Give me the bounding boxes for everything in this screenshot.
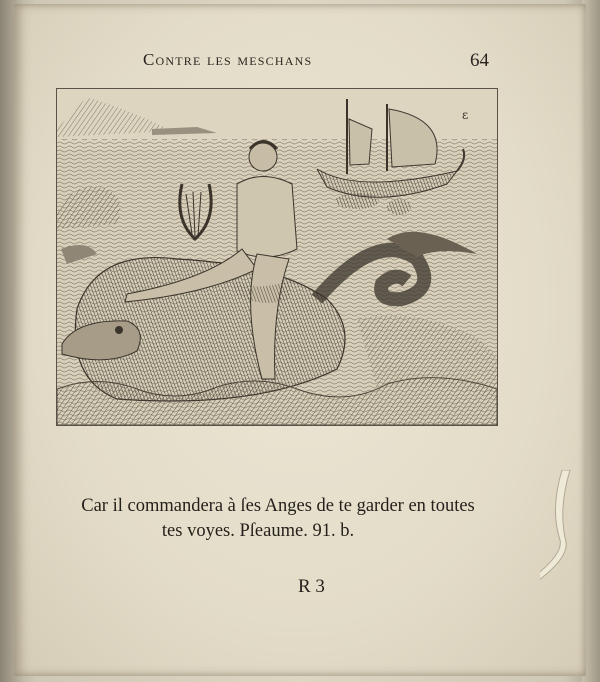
caption [68, 494, 488, 544]
signature-mark: R 3 [298, 576, 325, 597]
paper-tab [540, 470, 580, 610]
engraving-illustration [56, 88, 498, 426]
dolphin [387, 199, 411, 215]
page-number: 64 [470, 50, 489, 71]
running-head: Contre les meschans [143, 50, 313, 69]
caption-line-2: tes voyes. Pſeaume. 91. b. [161, 521, 355, 541]
caption-line-1: Car il commandera à ſes Anges de te garder en toutes [81, 496, 475, 516]
dolphin [335, 193, 379, 209]
plate-mark: ε [462, 108, 469, 122]
dolphin-eye [115, 326, 123, 334]
